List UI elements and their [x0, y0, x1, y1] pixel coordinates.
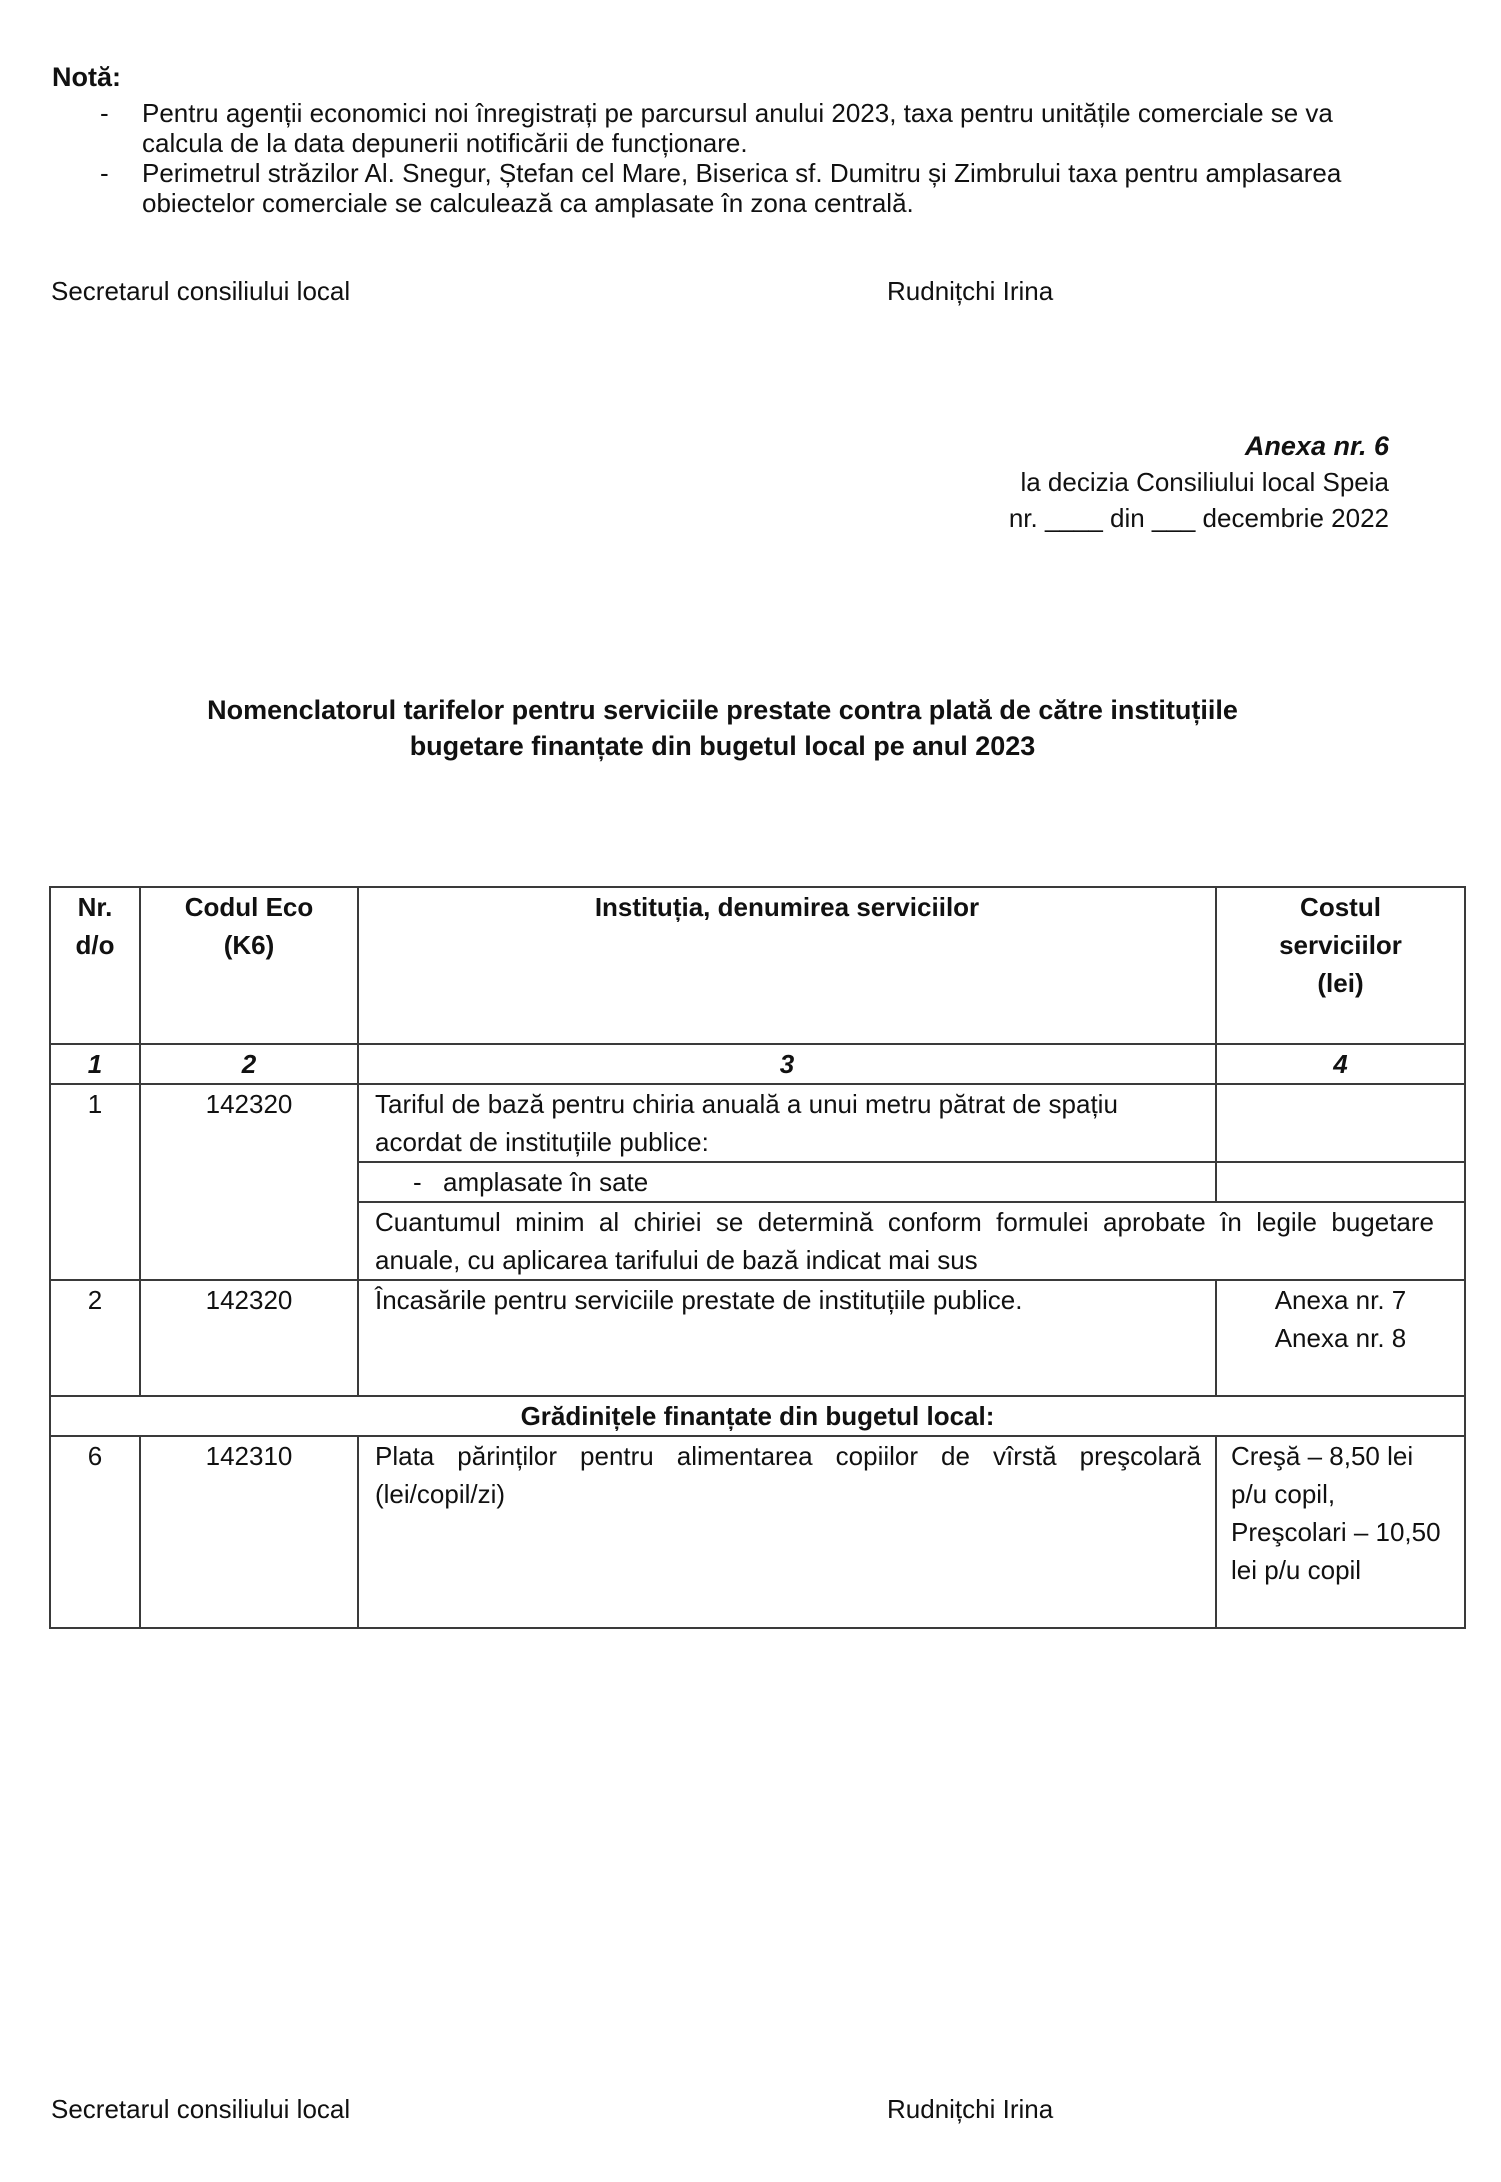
document-title-line-2: bugetare finanțate din bugetul local pe anul 2023: [409, 731, 1036, 761]
note-text: Perimetrul străzilor Al. Snegur, Ștefan cel Mare, Biserica sf. Dumitru și Zimbrului taxa pentru amplasarea obiectelor comerciale se calculează ca amplasate în zona centrală.: [142, 158, 1342, 218]
signature-role-top: Secretarul consiliului local: [51, 276, 351, 306]
sub-item-bullet: -: [413, 1167, 422, 1197]
row-cost-empty: [1216, 1162, 1465, 1202]
header-cost: [1216, 887, 1465, 1044]
header-code: [140, 887, 358, 1044]
header-nr-text: Nr. d/o: [75, 892, 115, 960]
sub-item-text: amplasate în sate: [443, 1167, 649, 1197]
tariff-table: [49, 886, 1466, 1629]
row-note: Cuantumul minim al chiriei se determină conform formulei aprobate în legile bugetare anuale, cu aplicarea tarifului de bază indicat mai sus: [358, 1202, 1465, 1280]
document-title-line-1: Nomenclatorul tarifelor pentru serviciile prestate contra plată de către instituțiile: [207, 695, 1238, 725]
annex-reference: [1009, 428, 1389, 536]
annex-title: Anexa nr. 6: [1244, 431, 1389, 461]
header-nr: [50, 887, 140, 1044]
header-service-text: Instituția, denumirea serviciilor: [594, 892, 980, 922]
row-service: Tariful de bază pentru chiria anuală a unui metru pătrat de spațiu acordat de instituțiile publice:: [358, 1084, 1216, 1162]
row-code: 142320: [140, 1280, 358, 1396]
document-title: [60, 692, 1385, 764]
annex-number-date-line: nr. ____ din ___ decembrie 2022: [1008, 503, 1389, 533]
row-service: Încasările pentru serviciile prestate de instituțiile publice.: [358, 1280, 1216, 1396]
header-cost-text: Costul serviciilor (lei): [1279, 892, 1402, 998]
row-code: 142320: [140, 1084, 358, 1280]
cost-annex-8: Anexa nr. 8: [1274, 1323, 1407, 1353]
table-row: [50, 1436, 1465, 1628]
row-nr: 6: [50, 1436, 140, 1628]
row-code: 142310: [140, 1436, 358, 1628]
header-service: [358, 887, 1216, 1044]
signature-role-bottom: Secretarul consiliului local: [51, 2094, 351, 2124]
column-number: 1: [50, 1044, 140, 1084]
row-cost-empty: [1216, 1084, 1465, 1162]
section-row: [50, 1396, 1465, 1436]
row-nr: 2: [50, 1280, 140, 1396]
signature-name-bottom: Rudnițchi Irina: [887, 2094, 1054, 2124]
row-cost: [1216, 1280, 1465, 1396]
column-number: 4: [1216, 1044, 1465, 1084]
column-number: 3: [358, 1044, 1216, 1084]
note-text: Pentru agenții economici noi înregistrați pe parcursul anului 2023, taxa pentru unitățile comerciale se va calcula de la data depunerii notificării de funcționare.: [142, 98, 1333, 158]
table-header-row: [50, 887, 1465, 1044]
row-nr: 1: [50, 1084, 140, 1280]
column-number: 2: [140, 1044, 358, 1084]
note-bullet: -: [100, 98, 109, 128]
header-code-text: Codul Eco (K6): [184, 892, 314, 960]
row-sub-item: [358, 1162, 1216, 1202]
row-service: Plata părinților pentru alimentarea copiilor de vîrstă preşcolară (lei/copil/zi): [358, 1436, 1216, 1628]
table-row: [50, 1084, 1465, 1162]
note-title: Notă:: [52, 62, 121, 92]
note-bullet: -: [100, 158, 109, 188]
table-row: [50, 1280, 1465, 1396]
cost-annex-7: Anexa nr. 7: [1274, 1285, 1407, 1315]
annex-decision-line: la decizia Consiliului local Speia: [1020, 467, 1389, 497]
row-cost: Creşă – 8,50 lei p/u copil, Preşcolari – 10,50 lei p/u copil: [1216, 1436, 1465, 1628]
column-number-row: [50, 1044, 1465, 1084]
section-title: Grădinițele finanțate din bugetul local:: [50, 1396, 1465, 1436]
signature-name-top: Rudnițchi Irina: [887, 276, 1054, 306]
